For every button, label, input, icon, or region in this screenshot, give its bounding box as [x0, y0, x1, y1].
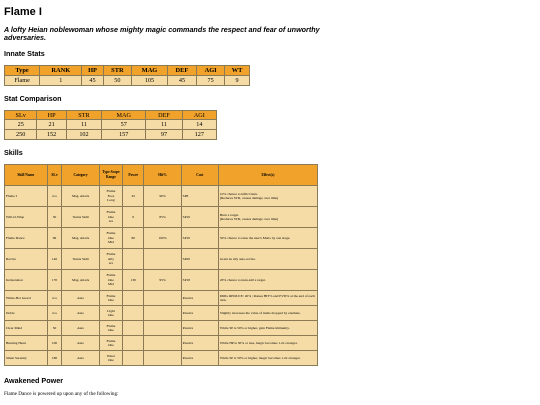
skill-type-scope-range: [99, 270, 122, 291]
skill-name: Flame I: [5, 186, 48, 207]
section-skills: Skills: [4, 148, 23, 157]
skill-row: [5, 321, 318, 336]
skill-type-line: Mid: [108, 282, 114, 287]
skill-effect-line: While SP is 50% or higher, magic becomes 1.2x stronger.: [219, 355, 301, 360]
skill-hit: 100%: [144, 228, 181, 249]
skill-effect-line: Grant an ally auto-revive.: [219, 256, 256, 261]
skill-type-line: One: [108, 328, 114, 332]
skill-type-scope-range: [99, 351, 122, 366]
innate-header-cell: MAG: [132, 66, 167, 76]
awakened-description: Flame Dance is powered up upon any of the following:: [4, 391, 119, 397]
skill-row: [5, 207, 318, 228]
skill-cost: SP18: [181, 270, 218, 291]
innate-cell: 75: [197, 76, 225, 86]
skill-slv: n/a: [47, 306, 62, 321]
skill-effect: [218, 249, 317, 270]
skill-type-line: Foes: [107, 193, 115, 198]
skill-hit: [144, 336, 181, 351]
skill-row: [5, 249, 318, 270]
skill-hit: [144, 306, 181, 321]
skill-hit: [144, 291, 181, 306]
comparison-cell: 11: [66, 120, 101, 130]
skill-hit: 95%: [144, 270, 181, 291]
skill-cost: Passive: [181, 336, 218, 351]
page-subtitle: A lofty Heian noblewoman whose mighty magic commands the respect and fear of unworthy adversaries.: [4, 25, 320, 43]
skill-power: 0: [123, 207, 144, 228]
skill-effect-line: (Reduces STR, causes damage over time): [219, 217, 279, 221]
skill-type-line: Flame: [106, 210, 116, 215]
skill-hit: [144, 249, 181, 270]
skill-row: [5, 336, 318, 351]
skill-power: [123, 291, 144, 306]
skill-type-scope-range: [99, 228, 122, 249]
comparison-cell: 102: [66, 130, 101, 140]
innate-cell: 45: [167, 76, 196, 86]
skill-row: [5, 186, 318, 207]
skill-type-line: Flame: [106, 273, 116, 278]
skill-category: Auto: [62, 351, 99, 366]
skill-power: [123, 306, 144, 321]
skill-effect: [218, 270, 317, 291]
skill-name: Flame Dance: [5, 228, 48, 249]
skill-name: Silent Serenity: [5, 351, 48, 366]
skills-header-cell: Category: [62, 165, 99, 186]
innate-header-cell: AGI: [197, 66, 225, 76]
skill-type-line: Flame: [106, 338, 116, 343]
skill-slv: n/a: [47, 291, 62, 306]
skill-name: Burning Heart: [5, 336, 48, 351]
skill-effect-line: 20% chance to insta-kill a target.: [219, 277, 266, 282]
comparison-header-cell: STR: [66, 111, 101, 120]
skill-power: 45: [123, 186, 144, 207]
skill-effect: [218, 291, 317, 306]
innate-cell: 50: [103, 76, 132, 86]
skill-cost: SP8: [181, 186, 218, 207]
skill-effect: [218, 321, 317, 336]
skill-cost: Passive: [181, 321, 218, 336]
comparison-cell: 127: [182, 130, 216, 140]
skill-effect: [218, 186, 317, 207]
skill-name: Incineration: [5, 270, 48, 291]
skill-name: Will-O-Wisp: [5, 207, 48, 228]
section-innate-stats: Innate Stats: [4, 49, 45, 58]
skills-header-row: [5, 165, 318, 186]
skill-slv: 100: [47, 336, 62, 351]
skill-type-line: Water: [106, 353, 116, 358]
skill-type-line: Flame: [106, 252, 116, 257]
skill-type-scope-range: [99, 249, 122, 270]
skill-type-line: One: [108, 358, 114, 362]
skills-header-cell: Skill Name: [5, 165, 48, 186]
skill-hit: [144, 351, 181, 366]
innate-cell: 1: [40, 76, 82, 86]
comparison-cell: 97: [146, 130, 182, 140]
skill-type-line: Ally: [107, 256, 115, 261]
skill-effect: [218, 306, 317, 321]
skill-category: Auto: [62, 336, 99, 351]
skills-header-cell: Effect(s): [218, 165, 317, 186]
skill-type-line: Long: [107, 198, 115, 203]
comparison-row: [5, 120, 217, 130]
skill-type-scope-range: [99, 186, 122, 207]
comparison-cell: 11: [146, 120, 182, 130]
skills-body: [5, 186, 318, 366]
skill-type-scope-range: [99, 336, 122, 351]
skill-row: [5, 270, 318, 291]
skill-power: [123, 249, 144, 270]
skill-row: [5, 351, 318, 366]
innate-stats-table: [4, 65, 250, 86]
skill-cost: SP20: [181, 249, 218, 270]
innate-header-cell: HP: [82, 66, 103, 76]
skill-effect: [218, 336, 317, 351]
comparison-header-cell: HP: [37, 111, 66, 120]
skill-type-line: One: [108, 343, 114, 347]
innate-header-cell: DEF: [167, 66, 196, 76]
skill-effect-line: While HP is 50% or less, magic becomes 1.2x stronger.: [219, 340, 298, 345]
skill-effect-line: (Reduces STR, causes damage over time): [219, 196, 279, 200]
comparison-cell: 25: [5, 120, 37, 130]
innate-value-row: [5, 76, 250, 86]
skill-name: White-Hot Guard: [5, 291, 48, 306]
skill-slv: 170: [47, 270, 62, 291]
skill-power: 130: [123, 270, 144, 291]
skill-category: Auto: [62, 306, 99, 321]
skill-cost: Passive: [181, 291, 218, 306]
skill-category: Status Skill: [62, 249, 99, 270]
skill-effect-line: 10% chance to inflict burn.: [219, 191, 258, 196]
comparison-cell: 57: [102, 120, 146, 130]
skill-effect-line: While SP is 50% or higher, gain Flame immunity.: [219, 325, 290, 330]
skill-hit: 85%: [144, 207, 181, 228]
skills-header-cell: Cost: [181, 165, 218, 186]
skill-type-line: One: [108, 277, 114, 282]
skill-effect-line: Burn a target.: [219, 212, 239, 217]
skill-type-line: One: [108, 214, 114, 219]
comparison-cell: 157: [102, 130, 146, 140]
skill-cost: SP10: [181, 207, 218, 228]
skill-type-line: Flame: [106, 323, 116, 328]
skill-type-line: Light: [107, 308, 115, 313]
comparison-header-cell: MAG: [102, 111, 146, 120]
comparison-header-cell: DEF: [146, 111, 182, 120]
skill-row: [5, 228, 318, 249]
skill-power: [123, 336, 144, 351]
skill-category: Mag. Attack: [62, 270, 99, 291]
skill-slv: 140: [47, 249, 62, 270]
skill-effect-line: Slightly increases the value of items dropped by enemies.: [219, 310, 301, 315]
skills-table: [4, 164, 318, 366]
page-title: Flame I: [4, 6, 42, 18]
skill-type-line: One: [108, 313, 114, 317]
skill-power: [123, 321, 144, 336]
skill-type-line: Flame: [106, 189, 116, 194]
skill-type-scope-range: [99, 306, 122, 321]
comparison-header-cell: AGI: [182, 111, 216, 120]
skill-hit: [144, 321, 181, 336]
skill-type-scope-range: [99, 321, 122, 336]
skill-type-scope-range: [99, 207, 122, 228]
skill-effect: [218, 351, 317, 366]
skill-category: Auto: [62, 291, 99, 306]
innate-cell: Flame: [5, 76, 40, 86]
skill-cost: Passive: [181, 306, 218, 321]
skills-header-cell: Type Scope Range: [99, 165, 122, 186]
section-stat-comparison: Stat Comparison: [4, 94, 62, 103]
comparison-cell: 250: [5, 130, 37, 140]
skills-header-cell: Power: [123, 165, 144, 186]
skill-row: [5, 306, 318, 321]
innate-cell: 9: [225, 76, 250, 86]
skill-type-scope-range: [99, 291, 122, 306]
innate-header-row: [5, 66, 250, 76]
skill-category: Auto: [62, 321, 99, 336]
skill-type-line: Mid: [108, 240, 114, 245]
skill-hit: 90%: [144, 186, 181, 207]
skill-type-line: Flame: [106, 293, 116, 298]
skill-power: 80: [123, 228, 144, 249]
innate-cell: 45: [82, 76, 103, 86]
skills-header-cell: SLv: [47, 165, 62, 186]
skill-row: [5, 291, 318, 306]
comparison-cell: 21: [37, 120, 66, 130]
skill-name: Clear Mind: [5, 321, 48, 336]
skill-slv: 50: [47, 321, 62, 336]
skill-power: [123, 351, 144, 366]
comparison-header-cell: SLv: [5, 111, 37, 120]
skill-slv: 99: [47, 228, 62, 249]
skill-category: Status Skill: [62, 207, 99, 228]
skill-slv: n/a: [47, 186, 62, 207]
skill-type-line: n/a: [108, 261, 114, 266]
skill-cost: SP10: [181, 228, 218, 249]
comparison-cell: 152: [37, 130, 66, 140]
skill-effect-line: 50% chance to raise the user's MAG by one stage.: [219, 235, 291, 240]
skills-header-cell: Hit%: [144, 165, 181, 186]
skill-slv: 50: [47, 207, 62, 228]
stat-comparison-table: [4, 110, 217, 140]
skill-type-line: Flame: [106, 231, 116, 236]
innate-header-cell: Type: [5, 66, 40, 76]
comparison-row: [5, 130, 217, 140]
skill-category: Mag. Attack: [62, 228, 99, 249]
skill-category: Mag. Attack: [62, 186, 99, 207]
skill-type-line: One: [108, 235, 114, 240]
section-awakened-power: Awakened Power: [4, 376, 63, 385]
skill-type-line: n/a: [108, 219, 114, 224]
comparison-cell: 14: [182, 120, 216, 130]
innate-cell: 105: [132, 76, 167, 86]
skill-effect: [218, 207, 317, 228]
skill-effect: [218, 228, 317, 249]
innate-header-cell: STR: [103, 66, 132, 76]
skill-cost: Passive: [181, 351, 218, 366]
comparison-header-row: [5, 111, 217, 120]
skill-name: Revive: [5, 249, 48, 270]
skill-effect-line: DMG REDUCE: 40% | Raises HIT% and EVD% at the end of each turn.: [219, 293, 315, 302]
skill-type-line: One: [108, 298, 114, 302]
innate-header-cell: WT: [225, 66, 250, 76]
skill-slv: 180: [47, 351, 62, 366]
innate-header-cell: RANK: [40, 66, 82, 76]
skill-name: Noble: [5, 306, 48, 321]
